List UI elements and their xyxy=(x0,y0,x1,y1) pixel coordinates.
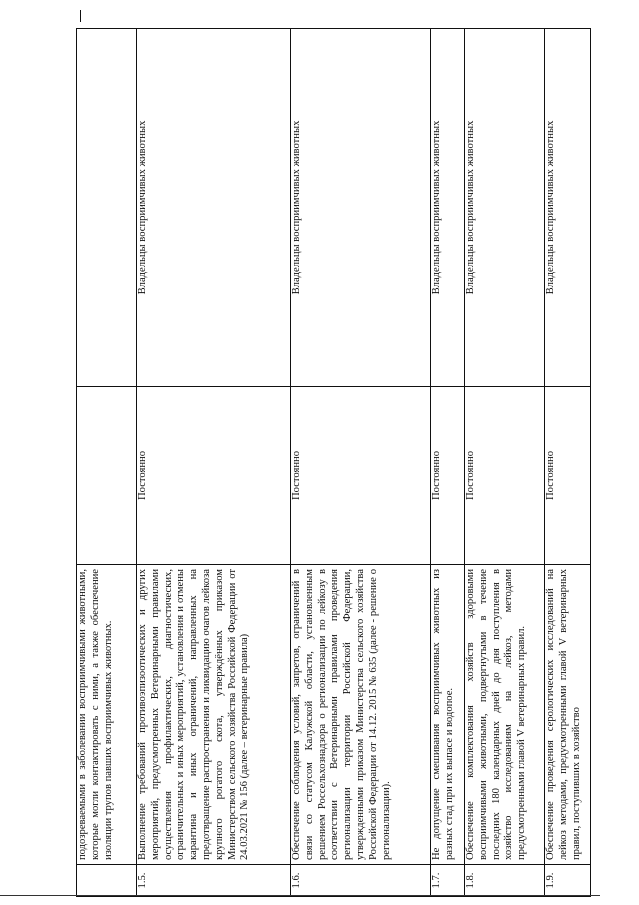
responsible-cell: Владельцы восприимчивых животных xyxy=(137,29,291,387)
table-row xyxy=(137,29,291,897)
measures-table xyxy=(76,28,591,897)
scan-top-edge xyxy=(0,0,639,6)
table-row xyxy=(465,29,545,897)
bottom-rule xyxy=(0,895,600,896)
term-cell: Постоянно xyxy=(431,387,465,565)
measure-text: Обеспечение проведения серологических исследований на лейкоз методами, предусмотренными главой V ветеринарных правил, поступивших в хозяйство xyxy=(545,565,591,865)
table-row xyxy=(545,29,591,897)
term-cell xyxy=(77,387,137,565)
responsible-cell: Владельцы восприимчивых животных xyxy=(545,29,591,387)
term-cell: Постоянно xyxy=(137,387,291,565)
row-number xyxy=(77,865,137,897)
row-number: 1.7. xyxy=(431,865,465,897)
term-cell: Постоянно xyxy=(291,387,431,565)
measure-text: Обеспечение соблюдения условий, запретов, ограничений в связи со статусом Калужской области, установленным решением Россельхознадзора о регионализации по лейкозу в соответствии с Ветеринарными правилами проведения регионализации территории Российской Федерации, утвержденными приказом Министерства сельского хозяйства Российской Федерации от 14.12. 2015 № 635 (далее - решение о регионализации). xyxy=(291,565,431,865)
table-row xyxy=(77,29,137,897)
row-number: 1.9. xyxy=(545,865,591,897)
table-row xyxy=(431,29,465,897)
term-cell: Постоянно xyxy=(465,387,545,565)
responsible-cell: Владельцы восприимчивых животных xyxy=(465,29,545,387)
table-row xyxy=(291,29,431,897)
measure-text: Не допущение смешивания восприимчивых животных из разных стад при их выпасе и водопое. xyxy=(431,565,465,865)
margin-mark xyxy=(80,10,81,22)
row-number: 1.6. xyxy=(291,865,431,897)
term-cell: Постоянно xyxy=(545,387,591,565)
measure-text: подозреваемыми в заболевании восприимчивыми животными, которые могли контактировать с ними, а также обеспечение изоляции трупов павших восприимчивых животных. xyxy=(77,565,137,865)
rotated-page-content xyxy=(76,29,592,897)
responsible-cell: Владельцы восприимчивых животных xyxy=(431,29,465,387)
responsible-cell: Владельцы восприимчивых животных xyxy=(291,29,431,387)
measure-text: Выполнение требований противоэпизоотических и других мероприятий, предусмотренных Ветеринарными правилами осуществления профилактических, диагностических, ограничительных и иных мероприятий, установления и отмены карантина и иных ограничений, направленных на предотвращение распространения и ликвидацию очагов лейкоза крупного рогатого скота, утверждённых приказом Министерством сельского хозяйства Российской Федерации от 24.03.2021 № 156 (далее – ветеринарные правила) xyxy=(137,565,291,865)
row-number: 1.8. xyxy=(465,865,545,897)
row-number: 1.5. xyxy=(137,865,291,897)
responsible-cell xyxy=(77,29,137,387)
measure-text: Обеспечение комплектования хозяйств здоровыми восприимчивыми животными, подвергнутыми в течение последних 180 календарных дней до дня поступления в хозяйство исследованиям на лейкоз, методами предусмотренными главой V ветеринарных правил. xyxy=(465,565,545,865)
